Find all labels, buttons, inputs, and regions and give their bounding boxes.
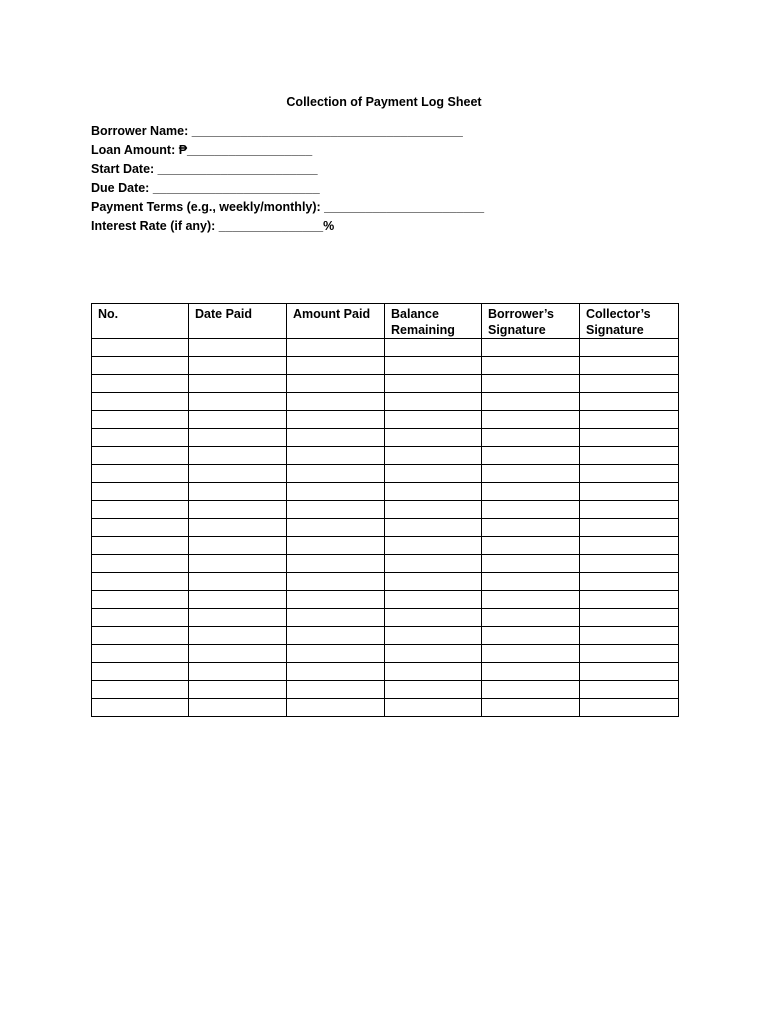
payment-log-table bbox=[91, 303, 679, 717]
table-cell bbox=[482, 645, 580, 663]
table-cell bbox=[92, 483, 189, 501]
page-title: Collection of Payment Log Sheet bbox=[286, 95, 482, 109]
table-cell bbox=[189, 663, 287, 681]
table-row bbox=[92, 429, 679, 447]
table-cell bbox=[189, 627, 287, 645]
table-cell bbox=[287, 501, 385, 519]
loan-details-fields bbox=[91, 122, 691, 236]
table-cell bbox=[189, 537, 287, 555]
table-row bbox=[92, 339, 679, 357]
table-cell bbox=[189, 393, 287, 411]
table-row bbox=[92, 609, 679, 627]
table-cell bbox=[92, 393, 189, 411]
table-cell bbox=[385, 537, 482, 555]
table-cell bbox=[385, 339, 482, 357]
table-cell bbox=[92, 681, 189, 699]
table-cell bbox=[482, 447, 580, 465]
table-cell bbox=[482, 465, 580, 483]
table-cell bbox=[580, 591, 679, 609]
table-cell bbox=[287, 573, 385, 591]
table-row bbox=[92, 627, 679, 645]
loan-amount-field: Loan Amount: ₱__________________ bbox=[91, 143, 313, 157]
table-cell bbox=[287, 627, 385, 645]
table-cell bbox=[385, 519, 482, 537]
table-body bbox=[92, 339, 679, 717]
table-cell bbox=[287, 447, 385, 465]
table-cell bbox=[92, 627, 189, 645]
table-cell bbox=[385, 375, 482, 393]
table-cell bbox=[580, 339, 679, 357]
header-no: No. bbox=[92, 304, 189, 339]
header-date-paid: Date Paid bbox=[189, 304, 287, 339]
table-cell bbox=[92, 357, 189, 375]
table-cell bbox=[287, 429, 385, 447]
header-balance-remaining: Balance Remaining bbox=[385, 304, 482, 339]
table-row bbox=[92, 645, 679, 663]
table-row bbox=[92, 681, 679, 699]
table-cell bbox=[92, 501, 189, 519]
table-cell bbox=[189, 501, 287, 519]
table-cell bbox=[482, 627, 580, 645]
table-cell bbox=[580, 609, 679, 627]
table-cell bbox=[92, 411, 189, 429]
start-date-field: Start Date: _______________________ bbox=[91, 162, 318, 176]
table-cell bbox=[580, 483, 679, 501]
table-cell bbox=[92, 699, 189, 717]
table-row bbox=[92, 663, 679, 681]
table-cell bbox=[189, 375, 287, 393]
interest-rate-field: Interest Rate (if any): _______________% bbox=[91, 219, 335, 233]
table-cell bbox=[482, 519, 580, 537]
table-row bbox=[92, 483, 679, 501]
table-cell bbox=[189, 555, 287, 573]
table-row bbox=[92, 465, 679, 483]
table-cell bbox=[482, 591, 580, 609]
table-cell bbox=[287, 483, 385, 501]
table-cell bbox=[92, 447, 189, 465]
table-cell bbox=[482, 339, 580, 357]
table-cell bbox=[482, 411, 580, 429]
table-cell bbox=[482, 375, 580, 393]
table-cell bbox=[385, 393, 482, 411]
table-cell bbox=[580, 663, 679, 681]
table-cell bbox=[580, 537, 679, 555]
table-cell bbox=[385, 447, 482, 465]
table-cell bbox=[482, 501, 580, 519]
table-cell bbox=[482, 573, 580, 591]
table-cell bbox=[482, 357, 580, 375]
table-cell bbox=[482, 699, 580, 717]
table-cell bbox=[287, 411, 385, 429]
table-row bbox=[92, 573, 679, 591]
table-cell bbox=[385, 591, 482, 609]
table-cell bbox=[482, 663, 580, 681]
table-cell bbox=[482, 393, 580, 411]
table-cell bbox=[580, 375, 679, 393]
table-cell bbox=[385, 573, 482, 591]
table-cell bbox=[189, 411, 287, 429]
table-cell bbox=[385, 411, 482, 429]
table-row bbox=[92, 537, 679, 555]
table-cell bbox=[287, 663, 385, 681]
table-cell bbox=[92, 537, 189, 555]
table-cell bbox=[580, 429, 679, 447]
table-row bbox=[92, 699, 679, 717]
table-cell bbox=[385, 501, 482, 519]
table-cell bbox=[385, 663, 482, 681]
table-cell bbox=[287, 339, 385, 357]
table-cell bbox=[385, 609, 482, 627]
table-cell bbox=[92, 663, 189, 681]
table-cell bbox=[580, 411, 679, 429]
table-row bbox=[92, 393, 679, 411]
table-cell bbox=[580, 573, 679, 591]
table-cell bbox=[189, 357, 287, 375]
table-cell bbox=[482, 555, 580, 573]
table-cell bbox=[385, 483, 482, 501]
table-cell bbox=[287, 699, 385, 717]
borrower-name-field: Borrower Name: _______________________________________ bbox=[91, 124, 463, 138]
table-cell bbox=[580, 681, 679, 699]
table-cell bbox=[385, 429, 482, 447]
table-cell bbox=[189, 645, 287, 663]
table-cell bbox=[385, 699, 482, 717]
table-cell bbox=[580, 699, 679, 717]
table-cell bbox=[92, 555, 189, 573]
table-cell bbox=[287, 681, 385, 699]
table-cell bbox=[92, 339, 189, 357]
table-cell bbox=[287, 375, 385, 393]
table-row bbox=[92, 357, 679, 375]
table-cell bbox=[287, 555, 385, 573]
table-cell bbox=[482, 429, 580, 447]
table-cell bbox=[287, 591, 385, 609]
table-cell bbox=[189, 681, 287, 699]
table-cell bbox=[385, 681, 482, 699]
table-cell bbox=[92, 645, 189, 663]
table-cell bbox=[92, 465, 189, 483]
table-row bbox=[92, 411, 679, 429]
table-cell bbox=[189, 591, 287, 609]
table-header-row bbox=[92, 304, 679, 339]
table-cell bbox=[287, 393, 385, 411]
table-cell bbox=[92, 429, 189, 447]
header-collector-signature: Collector’s Signature bbox=[580, 304, 679, 339]
table-cell bbox=[580, 465, 679, 483]
payment-terms-field: Payment Terms (e.g., weekly/monthly): _______________________ bbox=[91, 200, 485, 214]
table-row bbox=[92, 375, 679, 393]
header-borrower-signature: Borrower’s Signature bbox=[482, 304, 580, 339]
table-cell bbox=[580, 447, 679, 465]
table-cell bbox=[580, 501, 679, 519]
table-cell bbox=[189, 447, 287, 465]
table-cell bbox=[385, 555, 482, 573]
table-cell bbox=[287, 537, 385, 555]
table-row bbox=[92, 501, 679, 519]
table-cell bbox=[580, 519, 679, 537]
table-cell bbox=[92, 609, 189, 627]
table-cell bbox=[287, 519, 385, 537]
table-cell bbox=[189, 465, 287, 483]
header-amount-paid: Amount Paid bbox=[287, 304, 385, 339]
table-cell bbox=[385, 465, 482, 483]
table-cell bbox=[92, 573, 189, 591]
table-cell bbox=[482, 537, 580, 555]
table-cell bbox=[580, 555, 679, 573]
table-cell bbox=[189, 519, 287, 537]
table-cell bbox=[287, 357, 385, 375]
table-cell bbox=[92, 375, 189, 393]
table-cell bbox=[189, 699, 287, 717]
table-cell bbox=[189, 573, 287, 591]
table-cell bbox=[385, 645, 482, 663]
table-row bbox=[92, 591, 679, 609]
table-cell bbox=[482, 483, 580, 501]
table-cell bbox=[189, 339, 287, 357]
table-cell bbox=[287, 645, 385, 663]
table-cell bbox=[287, 465, 385, 483]
table-row bbox=[92, 555, 679, 573]
table-cell bbox=[482, 681, 580, 699]
table-cell bbox=[189, 483, 287, 501]
table-row bbox=[92, 519, 679, 537]
table-cell bbox=[189, 429, 287, 447]
table-cell bbox=[92, 519, 189, 537]
table-cell bbox=[580, 393, 679, 411]
table-cell bbox=[287, 609, 385, 627]
table-row bbox=[92, 447, 679, 465]
table-cell bbox=[580, 627, 679, 645]
table-cell bbox=[189, 609, 287, 627]
due-date-field: Due Date: ________________________ bbox=[91, 181, 320, 195]
table-cell bbox=[385, 627, 482, 645]
table-cell bbox=[580, 357, 679, 375]
table-cell bbox=[482, 609, 580, 627]
table-cell bbox=[385, 357, 482, 375]
table-cell bbox=[92, 591, 189, 609]
table-cell bbox=[580, 645, 679, 663]
